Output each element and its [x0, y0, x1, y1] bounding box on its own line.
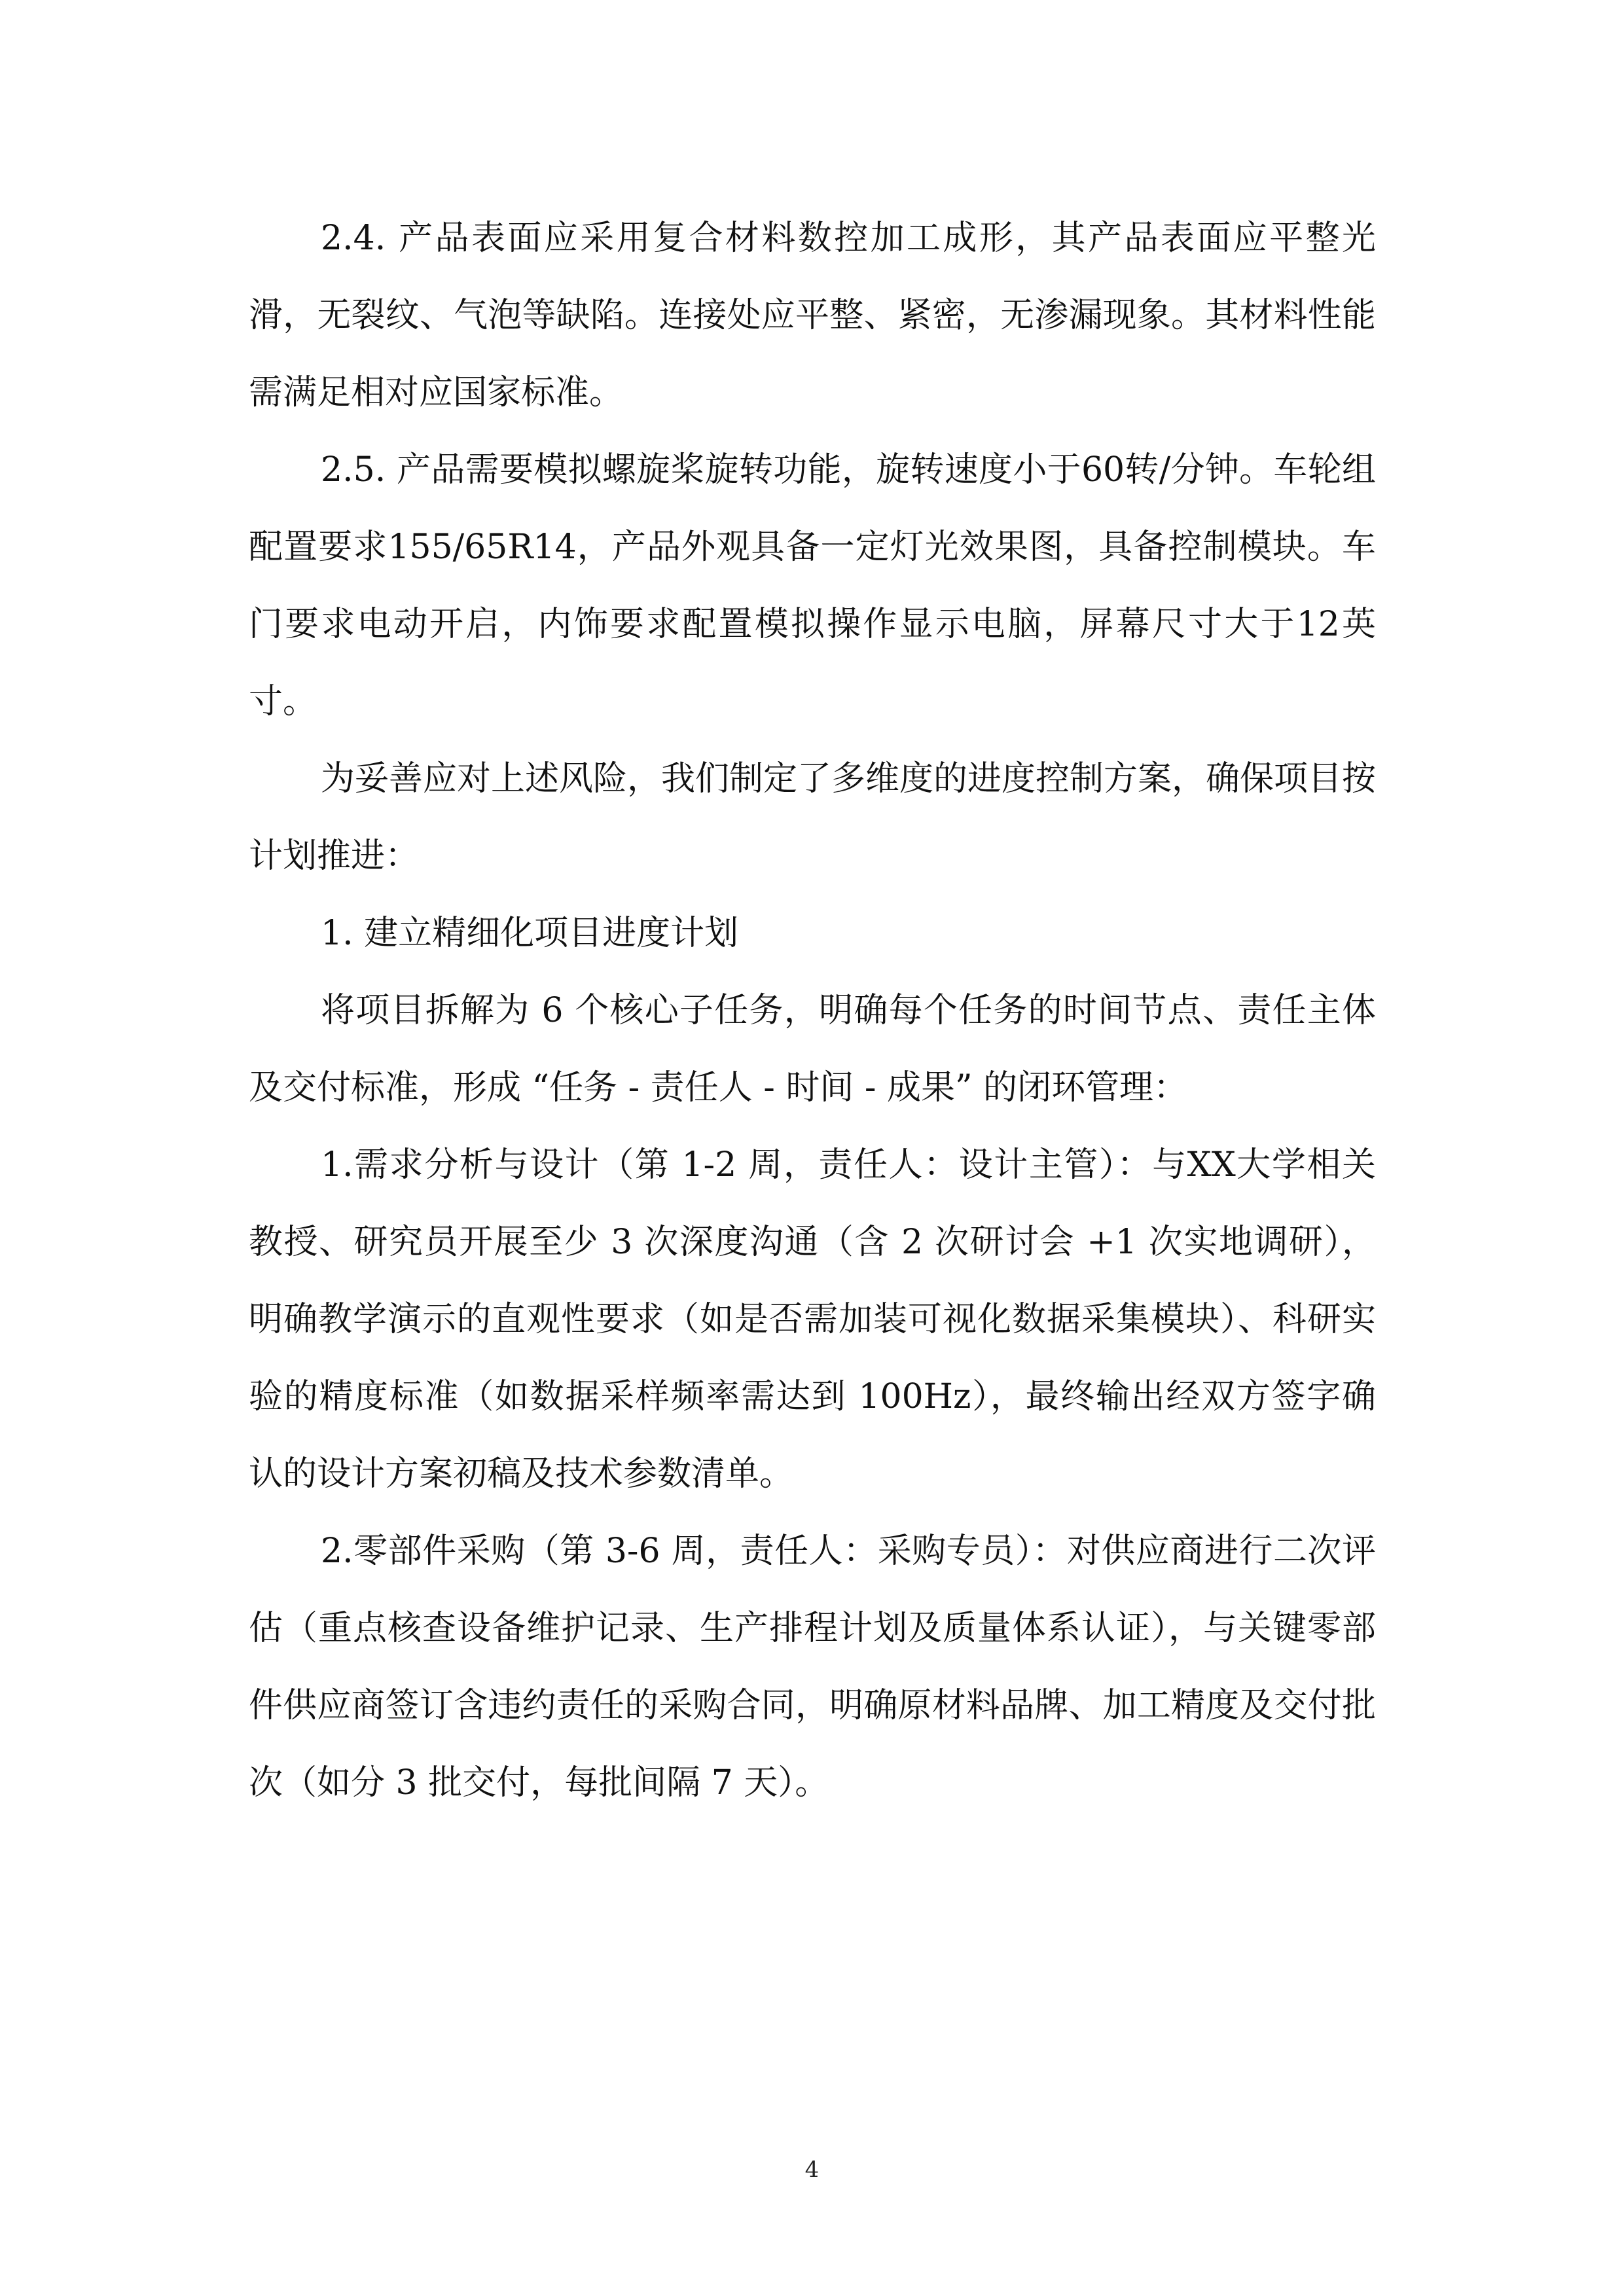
paragraph-2-4: 2.4. 产品表面应采用复合材料数控加工成形，其产品表面应平整光滑，无裂纹、气泡等缺陷。连接处应平整、紧密，无渗漏现象。其材料性能需满足相对应国家标准。: [249, 219, 1376, 412]
paragraph-risk-plan-intro: 为妥善应对上述风险，我们制定了多维度的进度控制方案，确保项目按计划推进：: [249, 759, 1377, 876]
section-heading-schedule: 1. 建立精细化项目进度计划: [321, 914, 739, 953]
paragraph-parts-procurement: 2.零部件采购（第 3-6 周，责任人：采购专员）：对供应商进行二次评估（重点核查设备维护记录、生产排程计划及质量体系认证），与关键零部件供应商签订含违约责任的采购合同，明确原材料品牌、加工精度及交付批次（如分 3 批交付，每批间隔 7 天）。: [249, 1532, 1376, 1803]
paragraph-requirement-design: 1.需求分析与设计（第 1-2 周，责任人：设计主管）：与XX大学相关教授、研究员开展至少 3 次深度沟通（含 2 次研讨会 +1 次实地调研），明确教学演示的直观性要求（如是否需加装可视化数据采集模块）、科研实验的精度标准（如数据采样频率需达到 100Hz），最终输出经双方签字确认的设计方案初稿及技术参数清单。: [249, 1145, 1376, 1494]
paragraph-2-5: 2.5. 产品需要模拟螺旋桨旋转功能，旋转速度小于60转/分钟。车轮组配置要求155/65R14，产品外观具备一定灯光效果图，具备控制模块。车门要求电动开启，内饰要求配置模拟操作显示电脑，屏幕尺寸大于12英寸。: [249, 450, 1376, 721]
document-body: [249, 200, 1376, 1821]
page-number: 4: [804, 2157, 820, 2183]
paragraph-task-breakdown: 将项目拆解为 6 个核心子任务，明确每个任务的时间节点、责任主体及交付标准，形成 “任务 - 责任人 - 时间 - 成果” 的闭环管理：: [249, 991, 1376, 1107]
